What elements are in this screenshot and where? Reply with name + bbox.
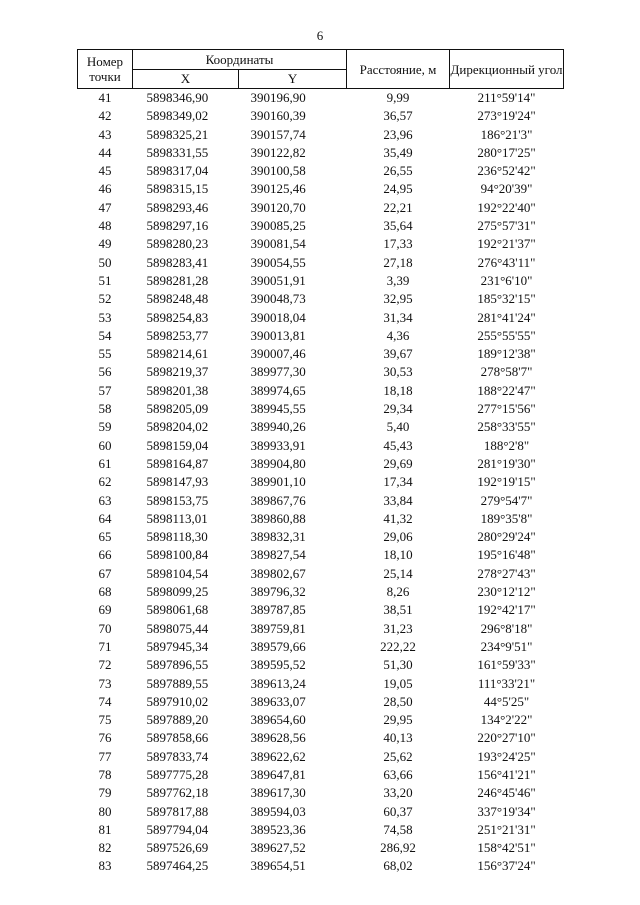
- cell-point-number: 44: [98, 144, 112, 160]
- cell-distance: 222,22: [380, 638, 416, 654]
- cell-point-number: 50: [98, 254, 112, 270]
- cell-distance: 35,49: [383, 144, 413, 160]
- cell-bearing: 211°59'14": [477, 90, 536, 105]
- cell-point-number: 73: [98, 675, 112, 691]
- table-row: [78, 492, 564, 510]
- cell-bearing: 275°57'31": [477, 218, 536, 234]
- cell-y: 390196,90: [250, 90, 306, 105]
- cell-y: 390048,73: [250, 291, 306, 307]
- cell-bearing: 186°21'3": [480, 126, 533, 142]
- cell-point-number: 65: [98, 529, 112, 545]
- cell-bearing: 337°19'34": [477, 803, 536, 819]
- cell-x: 5898253,77: [146, 327, 209, 343]
- cell-point-number: 48: [98, 218, 112, 234]
- cell-x: 5898147,93: [146, 474, 209, 490]
- table-row: [78, 400, 564, 418]
- cell-point-number: 55: [98, 346, 112, 362]
- cell-distance: 31,23: [383, 620, 413, 636]
- cell-distance: 41,32: [383, 510, 413, 526]
- cell-point-number: 58: [98, 401, 112, 417]
- cell-bearing: 278°58'7": [480, 364, 533, 380]
- table-row: [78, 272, 564, 290]
- cell-point-number: 63: [98, 492, 112, 508]
- cell-distance: 18,18: [383, 382, 413, 398]
- header-x: X: [133, 69, 239, 89]
- table-row: [78, 199, 564, 217]
- cell-y: 389647,81: [250, 766, 306, 782]
- cell-point-number: 69: [98, 602, 112, 618]
- cell-x: 5897833,74: [146, 748, 209, 764]
- cell-bearing: 156°37'24": [477, 858, 536, 874]
- table-row: [78, 839, 564, 857]
- cell-bearing: 251°21'31": [477, 821, 536, 837]
- cell-y: 389901,10: [250, 474, 306, 490]
- cell-point-number: 53: [98, 309, 112, 325]
- cell-x: 5898315,15: [146, 181, 209, 197]
- cell-y: 389654,51: [250, 858, 306, 874]
- cell-bearing: 161°59'33": [477, 657, 536, 673]
- cell-y: 390125,46: [250, 181, 306, 197]
- cell-x: 5897896,55: [146, 657, 209, 673]
- table-row: [78, 254, 564, 272]
- cell-y: 389945,55: [250, 401, 306, 417]
- cell-x: 5897775,28: [146, 766, 209, 782]
- cell-distance: 3,39: [386, 272, 410, 288]
- cell-y: 389940,26: [250, 419, 306, 435]
- header-coordinates: Координаты: [133, 50, 347, 70]
- cell-point-number: 77: [98, 748, 112, 764]
- cell-distance: 36,57: [383, 108, 413, 124]
- cell-x: 5898317,04: [146, 163, 209, 179]
- table-row: [78, 290, 564, 308]
- table-row: [78, 455, 564, 473]
- cell-distance: 51,30: [383, 657, 413, 673]
- cell-point-number: 42: [98, 108, 112, 124]
- cell-distance: 30,53: [383, 364, 413, 380]
- cell-distance: 29,34: [383, 401, 413, 417]
- cell-bearing: 189°12'38": [477, 346, 536, 362]
- cell-x: 5898331,55: [146, 144, 209, 160]
- cell-bearing: 134°2'22": [480, 712, 533, 728]
- table-row: [78, 89, 564, 108]
- cell-point-number: 59: [98, 419, 112, 435]
- table-row: [78, 583, 564, 601]
- cell-bearing: 279°54'7": [480, 492, 533, 508]
- cell-point-number: 75: [98, 712, 112, 728]
- cell-distance: 45,43: [383, 437, 413, 453]
- cell-bearing: 193°24'25": [477, 748, 536, 764]
- table-row: [78, 126, 564, 144]
- cell-bearing: 280°17'25": [477, 144, 536, 160]
- cell-bearing: 281°41'24": [477, 309, 536, 325]
- cell-y: 389787,85: [250, 602, 306, 618]
- cell-point-number: 62: [98, 474, 112, 490]
- table-row: [78, 345, 564, 363]
- cell-x: 5898297,16: [146, 218, 209, 234]
- cell-distance: 5,40: [386, 419, 410, 435]
- cell-bearing: 278°27'43": [477, 565, 536, 581]
- table-row: [78, 327, 564, 345]
- cell-y: 390054,55: [250, 254, 306, 270]
- cell-y: 390122,82: [250, 144, 306, 160]
- cell-point-number: 54: [98, 327, 112, 343]
- cell-point-number: 82: [98, 840, 112, 856]
- cell-point-number: 49: [98, 236, 112, 252]
- cell-x: 5898061,68: [146, 602, 209, 618]
- cell-distance: 25,62: [383, 748, 413, 764]
- cell-distance: 60,37: [383, 803, 413, 819]
- cell-y: 390085,25: [250, 218, 306, 234]
- cell-x: 5898283,41: [146, 254, 209, 270]
- table-row: [78, 857, 564, 875]
- cell-x: 5898075,44: [146, 620, 209, 636]
- table-row: [78, 107, 564, 125]
- cell-point-number: 66: [98, 547, 112, 563]
- cell-distance: 32,95: [383, 291, 413, 307]
- cell-point-number: 41: [98, 90, 112, 105]
- cell-distance: 68,02: [383, 858, 413, 874]
- table-row: [78, 144, 564, 162]
- cell-x: 5898164,87: [146, 455, 209, 471]
- cell-y: 389627,52: [250, 840, 306, 856]
- header-distance: Расстояние, м: [347, 50, 450, 89]
- cell-point-number: 74: [98, 693, 112, 709]
- cell-y: 389654,60: [250, 712, 306, 728]
- table-row: [78, 363, 564, 381]
- cell-y: 389860,88: [250, 510, 306, 526]
- cell-distance: 29,95: [383, 712, 413, 728]
- cell-y: 389613,24: [250, 675, 306, 691]
- cell-distance: 40,13: [383, 730, 413, 746]
- cell-x: 5898349,02: [146, 108, 209, 124]
- table-row: [78, 382, 564, 400]
- cell-y: 390051,91: [250, 272, 306, 288]
- cell-point-number: 76: [98, 730, 112, 746]
- cell-point-number: 70: [98, 620, 112, 636]
- cell-distance: 4,36: [386, 327, 410, 343]
- cell-x: 5898346,90: [146, 90, 209, 105]
- cell-distance: 18,10: [383, 547, 413, 563]
- cell-point-number: 51: [98, 272, 112, 288]
- cell-y: 390081,54: [250, 236, 306, 252]
- table-row: [78, 546, 564, 564]
- cell-bearing: 280°29'24": [477, 529, 536, 545]
- cell-x: 5897889,55: [146, 675, 209, 691]
- cell-distance: 19,05: [383, 675, 413, 691]
- cell-x: 5897858,66: [146, 730, 209, 746]
- table-row: [78, 180, 564, 198]
- table-row: [78, 418, 564, 436]
- cell-y: 389904,80: [250, 455, 306, 471]
- cell-bearing: 188°2'8": [483, 437, 530, 453]
- table-row: [78, 729, 564, 747]
- cell-y: 389802,67: [250, 565, 306, 581]
- page-number: 6: [316, 28, 324, 43]
- cell-x: 5898113,01: [146, 510, 208, 526]
- table-row: [78, 803, 564, 821]
- coordinates-table: [77, 49, 564, 876]
- header-bearing: Дирекционный угол: [450, 50, 564, 89]
- cell-bearing: 277°15'56": [477, 401, 536, 417]
- cell-distance: 33,20: [383, 785, 413, 801]
- cell-x: 5898100,84: [146, 547, 209, 563]
- cell-bearing: 220°27'10": [477, 730, 536, 746]
- cell-point-number: 52: [98, 291, 112, 307]
- cell-point-number: 79: [98, 785, 112, 801]
- table-row: [78, 784, 564, 802]
- cell-y: 389867,76: [250, 492, 306, 508]
- cell-bearing: 192°22'40": [477, 199, 536, 215]
- cell-bearing: 188°22'47": [477, 382, 536, 398]
- cell-y: 390157,74: [250, 126, 306, 142]
- cell-point-number: 45: [98, 163, 112, 179]
- cell-x: 5898214,61: [146, 346, 209, 362]
- cell-y: 389827,54: [250, 547, 306, 563]
- cell-point-number: 81: [98, 821, 112, 837]
- cell-y: 389622,62: [250, 748, 306, 764]
- cell-x: 5898281,28: [146, 272, 209, 288]
- cell-distance: 23,96: [383, 126, 413, 142]
- table-row: [78, 711, 564, 729]
- cell-x: 5897526,69: [146, 840, 209, 856]
- cell-bearing: 246°45'46": [477, 785, 536, 801]
- cell-point-number: 78: [98, 766, 112, 782]
- cell-bearing: 236°52'42": [477, 163, 536, 179]
- cell-x: 5898153,75: [146, 492, 209, 508]
- cell-y: 390160,39: [250, 108, 306, 124]
- cell-x: 5898201,38: [146, 382, 209, 398]
- cell-x: 5898104,54: [146, 565, 209, 581]
- cell-distance: 28,50: [383, 693, 413, 709]
- cell-x: 5898118,30: [146, 529, 208, 545]
- cell-point-number: 57: [98, 382, 112, 398]
- cell-point-number: 60: [98, 437, 112, 453]
- cell-x: 5898099,25: [146, 584, 209, 600]
- cell-y: 389977,30: [250, 364, 306, 380]
- table-row: [78, 473, 564, 491]
- cell-y: 389974,65: [250, 382, 306, 398]
- cell-distance: 29,06: [383, 529, 413, 545]
- cell-point-number: 72: [98, 657, 112, 673]
- cell-distance: 8,26: [386, 584, 410, 600]
- cell-x: 5897464,25: [146, 858, 209, 874]
- table-row: [78, 565, 564, 583]
- cell-x: 5898248,48: [146, 291, 209, 307]
- cell-x: 5897817,88: [146, 803, 209, 819]
- cell-point-number: 71: [98, 638, 112, 654]
- cell-y: 389594,03: [250, 803, 306, 819]
- cell-y: 389579,66: [250, 638, 306, 654]
- table-row: [78, 656, 564, 674]
- cell-distance: 38,51: [383, 602, 413, 618]
- cell-y: 389617,30: [250, 785, 306, 801]
- cell-y: 389523,36: [250, 821, 306, 837]
- cell-point-number: 67: [98, 565, 112, 581]
- cell-x: 5898159,04: [146, 437, 209, 453]
- cell-y: 390100,58: [250, 163, 306, 179]
- cell-point-number: 83: [98, 858, 112, 874]
- cell-x: 5898205,09: [146, 401, 209, 417]
- cell-point-number: 61: [98, 455, 112, 471]
- cell-distance: 31,34: [383, 309, 413, 325]
- cell-y: 390018,04: [250, 309, 306, 325]
- cell-distance: 286,92: [380, 840, 416, 856]
- cell-x: 5897794,04: [146, 821, 209, 837]
- cell-bearing: 234°9'51": [480, 638, 533, 654]
- cell-distance: 63,66: [383, 766, 413, 782]
- table-row: [78, 235, 564, 253]
- table-row: [78, 510, 564, 528]
- table-row: [78, 162, 564, 180]
- cell-bearing: 94°20'39": [480, 181, 533, 197]
- cell-y: 389796,32: [250, 584, 306, 600]
- cell-distance: 35,64: [383, 218, 413, 234]
- cell-bearing: 296°8'18": [480, 620, 533, 636]
- cell-x: 5898254,83: [146, 309, 209, 325]
- cell-bearing: 192°19'15": [477, 474, 536, 490]
- table-row: [78, 693, 564, 711]
- table-row: [78, 675, 564, 693]
- cell-x: 5898280,23: [146, 236, 209, 252]
- cell-bearing: 258°33'55": [477, 419, 536, 435]
- cell-bearing: 273°19'24": [477, 108, 536, 124]
- cell-distance: 74,58: [383, 821, 413, 837]
- cell-bearing: 281°19'30": [477, 455, 536, 471]
- cell-point-number: 68: [98, 584, 112, 600]
- table-row: [78, 821, 564, 839]
- cell-y: 389759,81: [250, 620, 306, 636]
- cell-x: 5898293,46: [146, 199, 209, 215]
- table-row: [78, 309, 564, 327]
- cell-bearing: 44°5'25": [483, 693, 530, 709]
- cell-bearing: 185°32'15": [477, 291, 536, 307]
- table-row: [78, 766, 564, 784]
- table-row: [78, 620, 564, 638]
- cell-point-number: 46: [98, 181, 112, 197]
- table-row: [78, 217, 564, 235]
- cell-distance: 27,18: [383, 254, 413, 270]
- table-row: [78, 638, 564, 656]
- cell-bearing: 230°12'12": [477, 584, 536, 600]
- cell-x: 5897910,02: [146, 693, 209, 709]
- cell-distance: 39,67: [383, 346, 413, 362]
- cell-x: 5898204,02: [146, 419, 209, 435]
- cell-distance: 33,84: [383, 492, 413, 508]
- cell-y: 389595,52: [250, 657, 306, 673]
- cell-point-number: 80: [98, 803, 112, 819]
- cell-distance: 26,55: [383, 163, 413, 179]
- cell-y: 389633,07: [250, 693, 306, 709]
- cell-point-number: 47: [98, 199, 112, 215]
- header-y: Y: [239, 69, 347, 89]
- cell-bearing: 276°43'11": [477, 254, 536, 270]
- table-row: [78, 601, 564, 619]
- cell-bearing: 231°6'10": [480, 272, 533, 288]
- table-row: [78, 748, 564, 766]
- cell-distance: 22,21: [383, 199, 413, 215]
- cell-bearing: 111°33'21": [477, 675, 536, 691]
- cell-y: 390120,70: [250, 199, 306, 215]
- table-row: [78, 437, 564, 455]
- cell-bearing: 255°55'55": [477, 327, 536, 343]
- cell-distance: 17,33: [383, 236, 413, 252]
- cell-bearing: 192°42'17": [477, 602, 536, 618]
- header-point-number: Номер точки: [78, 50, 133, 89]
- cell-bearing: 192°21'37": [477, 236, 536, 252]
- cell-x: 5898219,37: [146, 364, 209, 380]
- cell-bearing: 158°42'51": [477, 840, 536, 856]
- cell-y: 390013,81: [250, 327, 306, 343]
- cell-x: 5898325,21: [146, 126, 209, 142]
- cell-y: 389628,56: [250, 730, 306, 746]
- cell-bearing: 156°41'21": [477, 766, 536, 782]
- table-row: [78, 528, 564, 546]
- cell-distance: 24,95: [383, 181, 413, 197]
- cell-x: 5897945,34: [146, 638, 209, 654]
- cell-y: 390007,46: [250, 346, 306, 362]
- cell-y: 389933,91: [250, 437, 306, 453]
- cell-point-number: 64: [98, 510, 112, 526]
- cell-bearing: 195°16'48": [477, 547, 536, 563]
- cell-point-number: 56: [98, 364, 112, 380]
- cell-distance: 9,99: [386, 90, 410, 105]
- cell-bearing: 189°35'8": [480, 510, 533, 526]
- cell-distance: 29,69: [383, 455, 413, 471]
- cell-y: 389832,31: [250, 529, 306, 545]
- cell-distance: 17,34: [383, 474, 413, 490]
- table-body: [78, 89, 564, 876]
- cell-point-number: 43: [98, 126, 112, 142]
- cell-x: 5897889,20: [146, 712, 209, 728]
- cell-distance: 25,14: [383, 565, 413, 581]
- cell-x: 5897762,18: [146, 785, 209, 801]
